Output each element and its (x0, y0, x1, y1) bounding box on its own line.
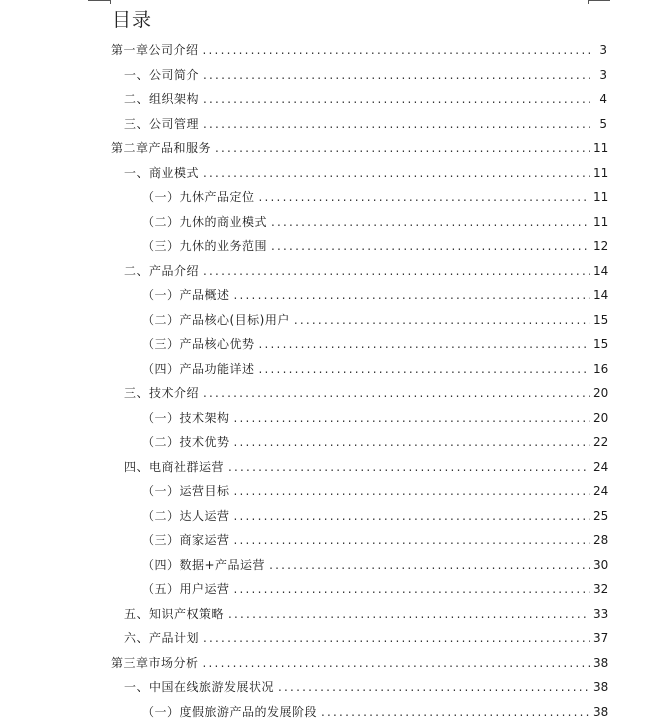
toc-entry-label: （一）技术架构 (142, 410, 230, 425)
toc-entry[interactable] (0, 430, 667, 454)
toc-entry-number: 第三章 (111, 655, 149, 670)
dot-leader (203, 63, 590, 87)
dot-leader (203, 381, 590, 405)
toc-entry-page-number: 20 (593, 410, 609, 425)
toc-entry-label: 公司管理 (149, 116, 200, 131)
toc-entry-number: 一、 (124, 680, 150, 694)
dot-leader (278, 675, 590, 699)
dot-leader (259, 185, 590, 209)
toc-entry-label: 市场分析 (148, 655, 199, 670)
toc-entry-page-number: 15 (593, 337, 609, 351)
dot-leader (203, 87, 590, 111)
toc-entry[interactable] (0, 406, 667, 430)
dot-leader (203, 38, 590, 62)
toc-entry-page-number: 14 (593, 288, 609, 302)
toc-entry-label: （一）度假旅游产品的发展阶段 (142, 704, 318, 719)
toc-entry-label: 公司简介 (149, 67, 200, 82)
toc-entry[interactable] (0, 577, 667, 601)
toc-entry-label: （三）产品核心优势 (142, 337, 255, 351)
dot-leader (234, 504, 590, 528)
dot-leader (271, 210, 590, 234)
toc-entry-label: （一）九休产品定位 (142, 190, 255, 204)
dot-leader (215, 136, 590, 160)
toc-entry-number: 一、 (124, 165, 150, 180)
dot-leader (271, 234, 590, 258)
toc-entry-page-number: 32 (593, 582, 609, 596)
toc-entry[interactable] (0, 479, 667, 503)
toc-entry[interactable] (0, 136, 667, 160)
dot-leader (269, 553, 590, 577)
toc-entry[interactable] (0, 332, 667, 356)
toc-entry-label: 组织架构 (149, 92, 200, 106)
toc-entry-page-number: 20 (593, 386, 609, 400)
toc-entry-page-number: 4 (599, 92, 607, 106)
crop-tick-left (110, 0, 111, 4)
toc-entry-page-number: 5 (599, 116, 607, 131)
toc-entry[interactable] (0, 161, 667, 185)
toc-entry[interactable] (0, 381, 667, 405)
toc-entry[interactable] (0, 87, 667, 111)
toc-entry[interactable] (0, 210, 667, 234)
toc-entry-page-number: 12 (593, 239, 609, 253)
dot-leader (203, 112, 590, 136)
crop-tick-right (588, 0, 589, 4)
toc-entry-label: （五）用户运营 (142, 582, 230, 596)
toc-entry-label: （一）产品概述 (142, 288, 230, 302)
toc-entry-page-number: 24 (593, 484, 609, 498)
toc-entry[interactable] (0, 357, 667, 381)
dot-leader (234, 577, 590, 601)
dot-leader (228, 602, 590, 626)
toc-entry-number: 一、 (124, 67, 150, 82)
dot-leader (259, 332, 590, 356)
toc-entry-page-number: 11 (593, 214, 609, 229)
toc-entry[interactable] (0, 63, 667, 87)
toc-entry[interactable] (0, 700, 667, 724)
toc-entry[interactable] (0, 185, 667, 209)
toc-entry[interactable] (0, 283, 667, 307)
toc-entry-page-number: 25 (593, 508, 609, 523)
toc-entry-label: 四、电商社群运营 (124, 459, 225, 474)
toc-entry-page-number: 38 (593, 655, 609, 670)
toc-entry[interactable] (0, 112, 667, 136)
toc-entry[interactable] (0, 308, 667, 332)
toc-entry-page-number: 38 (593, 704, 609, 719)
toc-entry-label: （二）技术优势 (142, 435, 230, 449)
dot-leader (234, 430, 590, 454)
toc-entry-label: （四）数据+产品运营 (142, 557, 266, 572)
crop-mark-right (588, 0, 610, 1)
toc-entry-page-number: 28 (593, 533, 609, 547)
dot-leader (203, 161, 590, 185)
toc-entry-label: （二）九休的商业模式 (142, 214, 268, 229)
toc-entry-page-number: 11 (593, 165, 609, 180)
toc-entry[interactable] (0, 259, 667, 283)
toc-entry-number: 二、 (124, 92, 150, 106)
dot-leader (203, 651, 590, 675)
toc-entry-label: 产品介绍 (149, 263, 200, 278)
dot-leader (228, 455, 590, 479)
toc-entry-number: 二、 (124, 263, 150, 278)
toc-entry[interactable] (0, 626, 667, 650)
toc-entry[interactable] (0, 38, 667, 62)
toc-entry[interactable] (0, 528, 667, 552)
toc-entry-label: 六、产品计划 (124, 631, 200, 645)
toc-entry-label: 五、知识产权策略 (124, 606, 225, 621)
toc-title: 目录 (112, 9, 153, 31)
toc-entry-label: 商业模式 (149, 165, 200, 180)
toc-entry-page-number: 15 (593, 312, 609, 327)
dot-leader (203, 626, 590, 650)
toc-entry-label: （三）九休的业务范围 (142, 239, 268, 253)
toc-entry-page-number: 16 (593, 361, 609, 376)
toc-entry-label: 中国在线旅游发展状况 (149, 680, 275, 694)
toc-entry-number: 三、 (124, 116, 150, 131)
toc-entry-label: （三）商家运营 (142, 533, 230, 547)
dot-leader (234, 406, 590, 430)
toc-entry-page-number: 11 (593, 141, 609, 155)
toc-entry-page-number: 3 (599, 67, 607, 82)
toc-entry-label: 产品和服务 (148, 141, 212, 155)
toc-entry[interactable] (0, 675, 667, 699)
toc-entry-page-number: 14 (593, 263, 609, 278)
dot-leader (203, 259, 590, 283)
toc-entry-page-number: 22 (593, 435, 609, 449)
toc-entry-page-number: 38 (593, 680, 609, 694)
toc-entry-label: 公司介绍 (148, 43, 199, 57)
dot-leader (321, 700, 590, 724)
toc-entry[interactable] (0, 553, 667, 577)
toc-entry-page-number: 30 (593, 557, 609, 572)
toc-entry-number: 第二章 (111, 141, 149, 155)
toc-entry[interactable] (0, 651, 667, 675)
crop-mark-left (88, 0, 110, 1)
toc-entry-page-number: 3 (599, 43, 607, 57)
toc-entry[interactable] (0, 234, 667, 258)
dot-leader (294, 308, 590, 332)
toc-entry-page-number: 11 (593, 190, 609, 204)
toc-entry-label: （一）运营目标 (142, 484, 230, 498)
dot-leader (234, 528, 590, 552)
toc-entry-page-number: 24 (593, 459, 609, 474)
toc-entry-label: 技术介绍 (149, 386, 200, 400)
toc-entry[interactable] (0, 504, 667, 528)
toc-entry-page-number: 33 (593, 606, 609, 621)
toc-entry-page-number: 37 (593, 631, 609, 645)
dot-leader (234, 479, 590, 503)
toc-entry-label: （四）产品功能详述 (142, 361, 255, 376)
toc-entry[interactable] (0, 455, 667, 479)
toc-entry-number: 第一章 (111, 43, 149, 57)
toc-entry-number: 三、 (124, 386, 150, 400)
toc-entry-label: （二）产品核心(目标)用户 (142, 312, 290, 327)
toc-entry[interactable] (0, 602, 667, 626)
dot-leader (259, 357, 590, 381)
dot-leader (234, 283, 590, 307)
toc-entry-label: （二）达人运营 (142, 508, 230, 523)
